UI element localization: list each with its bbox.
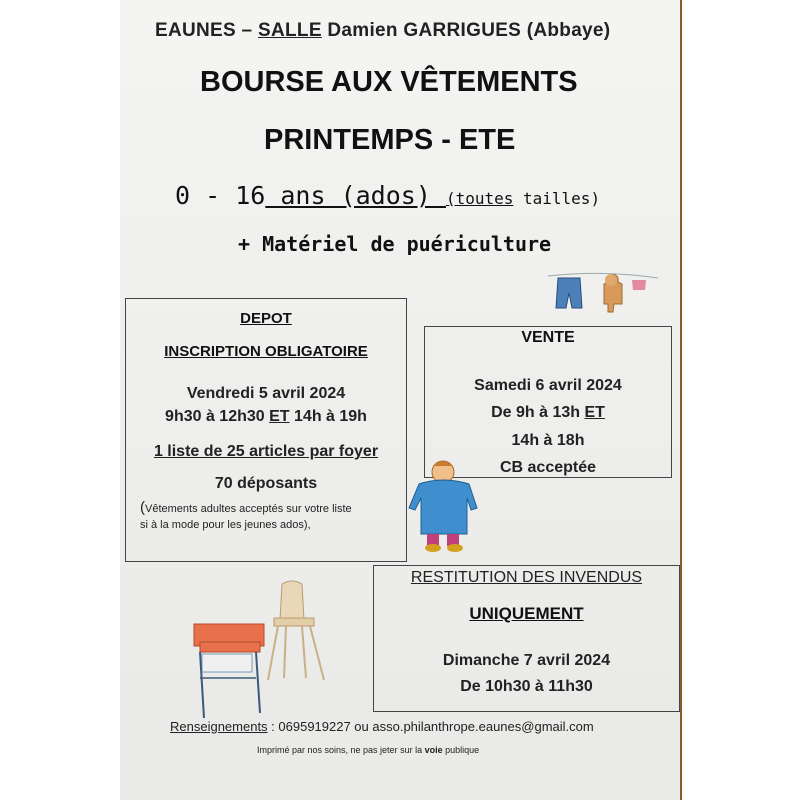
vente-heading: VENTE <box>521 329 575 346</box>
depot-hours: 9h30 à 12h30 ET 14h à 19h <box>165 408 367 425</box>
depot-date: Vendredi 5 avril 2024 <box>186 385 346 402</box>
vente-hours-morning: De 9h à 13h ET <box>491 404 605 421</box>
restitution-date: Dimanche 7 avril 2024 <box>442 652 611 669</box>
restitution-only: UNIQUEMENT <box>469 604 584 623</box>
list-rule: 1 liste de 25 articles par foyer <box>153 443 379 460</box>
season-title: PRINTEMPS - ETE <box>264 124 516 156</box>
background-left <box>0 0 120 800</box>
age-line: 0 - 16 ans (ados) (toutes tailles) <box>175 181 601 210</box>
depot-heading: DEPOT <box>240 310 292 327</box>
clothesline-illustration <box>548 268 658 320</box>
baby-furniture-illustration <box>190 578 340 723</box>
depot-note: (Vêtements adultes acceptés sur votre liste si à la mode pour les jeunes ados), <box>140 499 352 531</box>
vente-hours-afternoon: 14h à 18h <box>511 432 585 449</box>
vente-date: Samedi 6 avril 2024 <box>474 377 622 394</box>
location-line: EAUNES – SALLE Damien GARRIGUES (Abbaye) <box>155 20 611 41</box>
extra-equipment: + Matériel de puériculture <box>238 232 552 256</box>
restitution-heading: RESTITUTION DES INVENDUS <box>410 569 643 586</box>
wooden-surface <box>680 0 800 800</box>
vente-box <box>424 326 672 478</box>
registration-required: INSCRIPTION OBLIGATOIRE <box>164 343 368 360</box>
printed-notice: Imprimé par nos soins, ne pas jeter sur la voie publique <box>257 745 480 755</box>
payment-method: CB acceptée <box>499 459 597 476</box>
child-illustration <box>405 458 487 554</box>
depositors-count: 70 déposants <box>214 475 318 492</box>
event-title: BOURSE AUX VÊTEMENTS <box>200 66 578 98</box>
contact-info: Renseignements : 0695919227 ou asso.philanthrope.eaunes@gmail.com <box>170 719 594 734</box>
restitution-hours: De 10h30 à 11h30 <box>460 678 593 695</box>
